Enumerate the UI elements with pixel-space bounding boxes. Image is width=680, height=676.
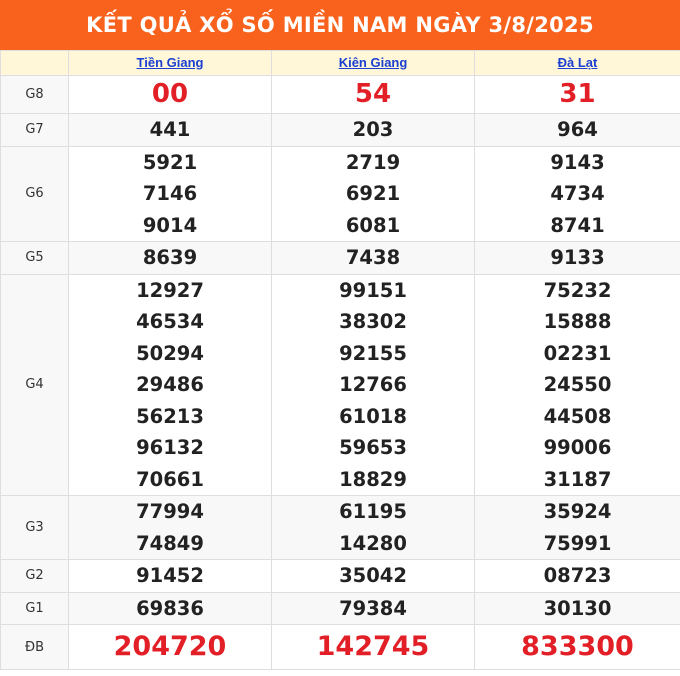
special-prize-number: 204720 <box>113 631 227 662</box>
prize-label-special: ĐB <box>1 625 69 670</box>
prize-cell-g3-1 <box>69 496 272 560</box>
prize-number: 24550 <box>543 373 612 396</box>
prize-cell-g4-1 <box>69 274 272 496</box>
prize-cell-g8-1 <box>69 76 272 114</box>
prize-number: 8741 <box>550 213 605 237</box>
prize-number: 00 <box>151 79 189 109</box>
prize-number: 18829 <box>339 467 407 491</box>
header-cell-tien-giang <box>69 51 272 76</box>
prize-number: 02231 <box>543 341 612 365</box>
prize-cell-g6-2 <box>272 146 475 242</box>
prize-row-g4 <box>1 274 680 496</box>
prize-number: 31 <box>559 79 596 109</box>
prize-row-special <box>1 625 680 670</box>
prize-number: 59653 <box>339 436 407 459</box>
prize-row-g3 <box>1 496 680 560</box>
prize-number: 12927 <box>136 278 204 302</box>
results-table <box>0 50 680 670</box>
prize-row-g5 <box>1 242 680 275</box>
prize-cell-g7-3 <box>475 114 680 147</box>
province-link-da-lat[interactable]: Đà Lạt <box>557 55 598 70</box>
prize-number: 75232 <box>543 278 612 302</box>
prize-row-g7 <box>1 114 680 147</box>
prize-number: 5921 <box>142 150 198 174</box>
prize-number: 7146 <box>142 182 198 205</box>
special-prize-number: 833300 <box>521 631 634 662</box>
prize-number: 35042 <box>339 564 407 587</box>
prize-cell-g2-1 <box>69 560 272 593</box>
header-cell-kien-giang <box>272 51 475 76</box>
prize-cell-g5-2 <box>272 242 475 275</box>
special-prize-number: 142745 <box>316 631 430 662</box>
prize-number: 15888 <box>543 310 612 333</box>
prize-cell-g7-1 <box>69 114 272 147</box>
prize-cell-g7-2 <box>272 114 475 147</box>
prize-number: 6081 <box>345 213 401 237</box>
prize-number: 99151 <box>339 278 407 302</box>
prize-label-g4: G4 <box>1 274 69 496</box>
prize-number: 79384 <box>339 596 407 620</box>
prize-label-g7: G7 <box>1 114 69 147</box>
prize-number: 08723 <box>543 564 612 587</box>
prize-number: 38302 <box>339 310 407 333</box>
prize-cell-g5-1 <box>69 242 272 275</box>
prize-cell-g1-3 <box>475 592 680 625</box>
header-row <box>1 51 680 76</box>
prize-number: 54 <box>354 79 392 109</box>
prize-number: 61018 <box>339 404 407 428</box>
prize-number: 4734 <box>550 182 605 205</box>
prize-cell-g6-3 <box>475 146 680 242</box>
header-cell-da-lat <box>475 51 680 76</box>
prize-number: 31187 <box>543 467 612 491</box>
prize-cell-g1-2 <box>272 592 475 625</box>
prize-row-g8 <box>1 76 680 114</box>
prize-row-g2 <box>1 560 680 593</box>
prize-row-g1 <box>1 592 680 625</box>
prize-label-g5: G5 <box>1 242 69 275</box>
prize-number: 9143 <box>550 150 605 174</box>
prize-number: 441 <box>149 118 191 141</box>
prize-row-g6 <box>1 146 680 242</box>
prize-cell-g8-2 <box>272 76 475 114</box>
prize-number: 75991 <box>543 531 612 555</box>
prize-number: 99006 <box>543 436 612 459</box>
prize-number: 91452 <box>136 564 204 587</box>
prize-number: 70661 <box>136 467 204 491</box>
prize-cell-g2-3 <box>475 560 680 593</box>
prize-cell-g8-3 <box>475 76 680 114</box>
prize-cell-g6-1 <box>69 146 272 242</box>
province-link-kien-giang[interactable]: Kiên Giang <box>338 55 408 70</box>
prize-cell-special-2 <box>272 625 475 670</box>
prize-number: 96132 <box>136 436 204 459</box>
prize-label-g8: G8 <box>1 76 69 114</box>
prize-number: 12766 <box>339 373 407 396</box>
prize-cell-g3-3 <box>475 496 680 560</box>
prize-label-g2: G2 <box>1 560 69 593</box>
prize-number: 29486 <box>136 373 204 396</box>
prize-number: 203 <box>352 118 394 141</box>
prize-cell-g5-3 <box>475 242 680 275</box>
header-blank-cell <box>1 51 69 76</box>
prize-number: 2719 <box>345 150 401 174</box>
prize-number: 74849 <box>136 531 204 555</box>
prize-number: 92155 <box>339 341 407 365</box>
prize-cell-special-1 <box>69 625 272 670</box>
prize-label-g6: G6 <box>1 146 69 242</box>
prize-number: 7438 <box>345 246 401 269</box>
prize-number: 9133 <box>550 246 605 269</box>
prize-number: 14280 <box>339 531 407 555</box>
prize-number: 77994 <box>136 500 204 523</box>
prize-number: 61195 <box>339 500 407 523</box>
prize-number: 8639 <box>142 246 198 269</box>
prize-cell-g1-1 <box>69 592 272 625</box>
prize-cell-g3-2 <box>272 496 475 560</box>
prize-label-g1: G1 <box>1 592 69 625</box>
province-link-tien-giang[interactable]: Tiền Giang <box>136 55 204 70</box>
prize-cell-g2-2 <box>272 560 475 593</box>
prize-label-g3: G3 <box>1 496 69 560</box>
prize-number: 69836 <box>136 596 204 620</box>
prize-number: 44508 <box>543 404 612 428</box>
prize-number: 50294 <box>136 341 204 365</box>
prize-cell-g4-2 <box>272 274 475 496</box>
prize-number: 9014 <box>142 213 198 237</box>
prize-cell-special-3 <box>475 625 680 670</box>
prize-number: 6921 <box>345 182 401 205</box>
prize-number: 46534 <box>136 310 204 333</box>
prize-number: 35924 <box>543 500 612 523</box>
prize-number: 56213 <box>136 404 204 428</box>
page-title: KẾT QUẢ XỔ SỐ MIỀN NAM NGÀY 3/8/2025 <box>0 0 680 50</box>
prize-number: 964 <box>557 118 598 141</box>
prize-cell-g4-3 <box>475 274 680 496</box>
prize-number: 30130 <box>543 596 612 620</box>
